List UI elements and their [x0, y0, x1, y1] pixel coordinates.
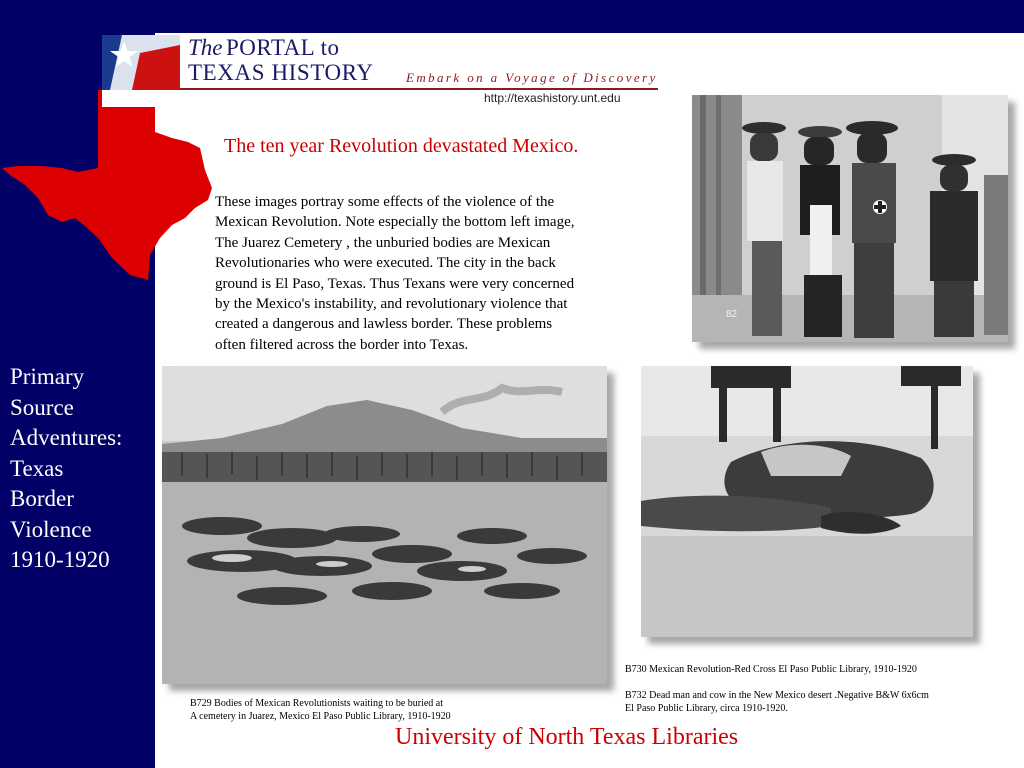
- photo-red-cross: [692, 95, 1008, 342]
- body-line: Mexican Revolution. Note especially the bottom left image,: [215, 214, 575, 231]
- sidebar-title: [10, 362, 155, 576]
- logo-the: The: [188, 35, 223, 60]
- slide-headline: The ten year Revolution devastated Mexico.: [224, 135, 579, 157]
- sidebar-title-line: Border: [10, 486, 74, 511]
- caption-b730: B730 Mexican Revolution-Red Cross El Paso Public Library, 1910-1920: [625, 664, 917, 675]
- caption-b732: [625, 689, 1015, 715]
- photo-desert: [641, 366, 973, 637]
- body-line: The Juarez Cemetery , the unburied bodies are Mexican: [215, 234, 551, 251]
- logo-tagline: Embark on a Voyage of Discovery: [406, 70, 658, 85]
- texas-flag-icon: [102, 35, 180, 90]
- caption-b729: [190, 697, 520, 723]
- sidebar-title-line: Texas: [10, 455, 64, 481]
- sidebar-title-line: Violence: [10, 516, 92, 542]
- portal-logo[interactable]: [102, 35, 658, 107]
- sidebar-title-line: Source: [10, 394, 74, 420]
- sidebar-title-line: 1910-1920: [10, 547, 110, 572]
- caption-line: El Paso Public Library, circa 1910-1920.: [625, 703, 788, 714]
- sidebar-title-line: Adventures:: [10, 425, 123, 450]
- photo-number: 82: [726, 309, 738, 320]
- logo-divider: [180, 88, 658, 90]
- logo-history: TEXAS HISTORY: [188, 60, 374, 85]
- body-line: often filtered across the border into Texas.: [215, 336, 469, 353]
- caption-line: B732 Dead man and cow in the New Mexico desert .Negative B&W 6x6cm: [625, 690, 929, 701]
- caption-line: B729 Bodies of Mexican Revolutionists waiting to be buried at: [190, 698, 444, 709]
- logo-url-link[interactable]: http://texashistory.unt.edu: [484, 91, 621, 105]
- photo-juarez-cemetery: [162, 366, 607, 684]
- body-line: Revolutionaries who were executed. The city in the back: [215, 255, 556, 272]
- body-paragraph: [215, 192, 677, 355]
- sidebar-title-line: Primary: [10, 364, 85, 389]
- texas-map: [0, 90, 215, 290]
- body-line: created a dangerous and lawless border. These problems: [215, 316, 553, 333]
- caption-line: A cemetery in Juarez, Mexico El Paso Public Library, 1910-1920: [190, 711, 451, 722]
- body-line: by the Mexico's instability, and revolutionary violence that: [215, 296, 568, 313]
- body-line: ground is El Paso, Texas. Thus Texans were very concerned: [215, 275, 575, 292]
- logo-portal: PORTAL to: [226, 35, 340, 60]
- body-line: These images portray some effects of the violence of the: [215, 194, 555, 210]
- footer-unt-libraries: University of North Texas Libraries: [395, 724, 739, 750]
